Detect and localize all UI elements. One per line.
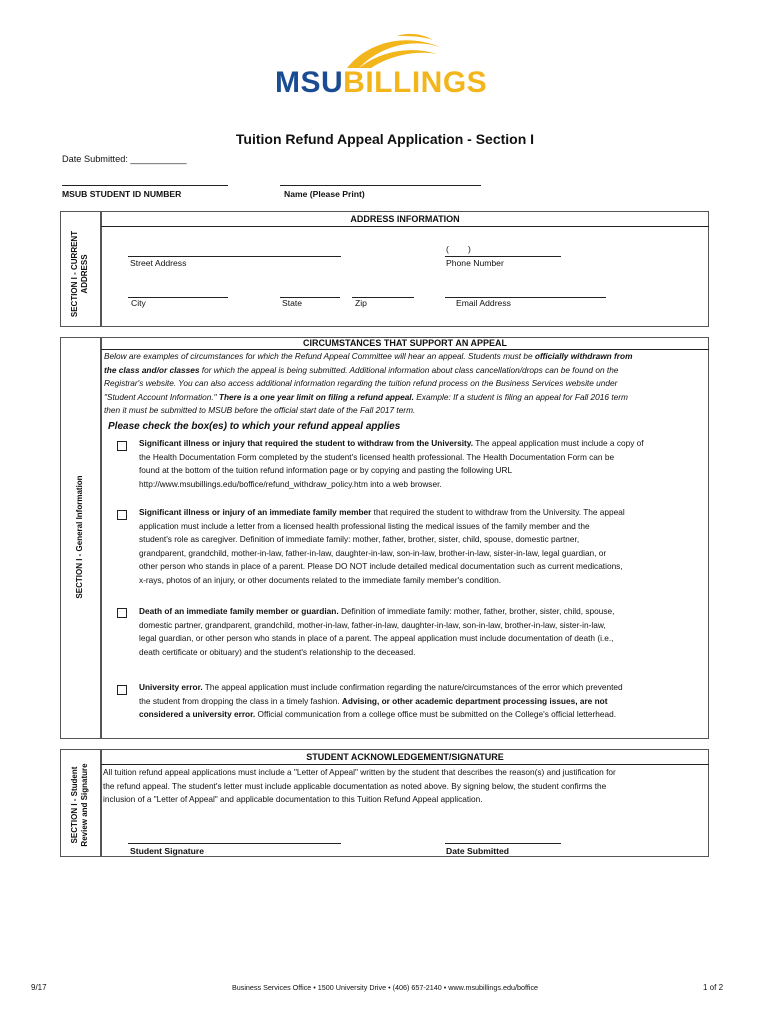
date-submitted-field[interactable]: Date Submitted: ___________ (62, 154, 187, 164)
name-label: Name (Please Print) (284, 189, 365, 199)
checkbox-illness-family[interactable] (117, 510, 127, 520)
item-university-error (139, 681, 704, 722)
item1-l1: The appeal application must include a copy of (473, 438, 644, 448)
intro-line-1: Below are examples of circumstances for which the Refund Appeal Committee will hear an appeal. Students must be (104, 351, 533, 361)
zip-label: Zip (355, 298, 367, 308)
logo-text (275, 66, 487, 100)
address-side-label (70, 224, 90, 324)
item2-bold: Significant illness or injury of an immediate family member (139, 507, 372, 517)
logo (275, 30, 495, 100)
student-id-line[interactable] (62, 185, 228, 186)
item2-l4: grandparent, grandchild, mother-in-law, father-in-law, daughter-in-law, son-in-law, brother-in-law, sister-in-law, legal guardian, or (139, 547, 607, 558)
city-label: City (131, 298, 146, 308)
street-line[interactable] (128, 256, 341, 257)
intro-line-2: for which the appeal is being submitted. Additional information about class cancellation/drops can be found on the (199, 364, 619, 375)
ack-l1: All tuition refund appeal applications must include a "Letter of Appeal" written by the student that describes the reason(s) and justification for (103, 767, 616, 777)
intro-line-2-bold: the class and/or classes (104, 364, 200, 375)
intro-paragraph (104, 350, 704, 418)
signature-label: Student Signature (130, 846, 205, 856)
intro-line-4-bold: There is a one year limit on filing a refund appeal. (218, 391, 414, 402)
item2-l5: other person who stands in place of a parent. Please DO NOT include detailed medical documentation such as current medications, (139, 561, 623, 572)
name-line[interactable] (280, 185, 481, 186)
item1-l2: the Health Documentation Form completed by the student's licensed health professional. The Health Documentation Form can be (139, 451, 615, 462)
item4-l3a: considered a university error. (139, 709, 256, 720)
item3-l1: Definition of immediate family: mother, father, brother, sister, child, spouse, (338, 606, 615, 616)
intro-line-1-bold: officially withdrawn from (534, 351, 633, 361)
state-label: State (282, 298, 303, 308)
ack-l3: inclusion of a "Letter of Appeal" and applicable documentation to this Tuition Refund Appeal application. (103, 794, 483, 805)
ack-side-label-1: SECTION I - Student (70, 766, 79, 844)
item4-l1: The appeal application must include confirmation regarding the nature/circumstances of the error which prevented (202, 682, 623, 692)
footer-date: 9/17 (31, 983, 47, 992)
item4-bold: University error. (139, 682, 203, 692)
page-title: Tuition Refund Appeal Application - Section I (235, 131, 535, 147)
address-side-label-1: SECTION I - CURRENT (70, 230, 79, 318)
item-illness-student (139, 437, 704, 491)
item-death (139, 605, 704, 659)
checkbox-university-error[interactable] (117, 685, 127, 695)
general-header: CIRCUMSTANCES THAT SUPPORT AN APPEAL (302, 338, 507, 348)
ack-side-label-2: Review and Signature (80, 763, 89, 847)
item2-l1: that required the student to withdraw from the University. The appeal (371, 507, 625, 517)
item3-bold: Death of an immediate family member or guardian. (139, 606, 339, 616)
signature-line[interactable] (128, 843, 341, 844)
student-id-label: MSUB STUDENT ID NUMBER (62, 189, 182, 199)
date-submitted-line[interactable] (445, 843, 561, 844)
date-submitted-label: Date Submitted (446, 846, 510, 856)
intro-line-5: then it must be submitted to MSUB before the official start date of the Fall 2017 term. (104, 405, 416, 416)
item4-l2b: Advising, or other academic department processing issues, are not (341, 695, 608, 706)
phone-paren: ( ) (446, 244, 471, 254)
intro-line-4a: "Student Account Information." (104, 391, 219, 402)
ack-side-label (70, 755, 90, 855)
item1-l3: found at the bottom of the tuition refund information page or by copying and pasting the following URL (139, 465, 513, 476)
item3-l3: legal guardian, or other person who stands in place of a parent. The appeal application must include documentation of death (i.e., (139, 633, 614, 644)
general-side-label: SECTION I - General Information (75, 475, 84, 599)
address-side-label-2: ADDRESS (80, 254, 89, 294)
intro-line-3: Registrar's website. You can also access additional information regarding the tuition refund process on the Business Services website under (104, 378, 618, 389)
item1-l4: http://www.msubillings.edu/boffice/refund_withdraw_policy.htm into a web browser. (139, 478, 442, 489)
address-section (101, 211, 709, 327)
ack-l2: the refund appeal. The student's letter must include applicable documentation as noted above. By signing below, the student confirms the (103, 780, 607, 791)
logo-billings: BILLINGS (343, 66, 488, 99)
footer-page: 1 of 2 (703, 983, 724, 992)
logo-msu: MSU (275, 66, 344, 99)
street-label: Street Address (130, 258, 187, 268)
item1-bold: Significant illness or injury that required the student to withdraw from the University. (139, 438, 474, 448)
item3-l2: domestic partner, grandparent, grandchild, mother-in-law, father-in-law, daughter-in-law, son-in-law, brother-in-law, sister-in-law, (139, 619, 606, 630)
item4-l2a: the student from dropping the class in a timely fashion. (139, 695, 342, 706)
phone-label: Phone Number (446, 258, 504, 268)
phone-line[interactable] (445, 256, 561, 257)
ack-paragraph (103, 766, 707, 807)
item2-l2: application must include a letter from a licensed health professional listing the medical issues of the family member and the (139, 520, 590, 531)
checkbox-death[interactable] (117, 608, 127, 618)
item2-l6: x-rays, photos of an injury, or other documents related to the immediate family member's condition. (139, 574, 502, 585)
item2-l3: student's role as caregiver. Definition of immediate family: mother, father, brother, sister, child, spouse, domestic partner, (139, 534, 580, 545)
ack-header: STUDENT ACKNOWLEDGEMENT/SIGNATURE (306, 752, 504, 762)
check-prompt: Please check the box(es) to which your refund appeal applies (108, 421, 401, 432)
footer-address: Business Services Office • 1500 University Drive • (406) 657-2140 • www.msubillings.edu/boffice (231, 983, 539, 992)
ack-header-rule (101, 764, 709, 765)
checkbox-illness-student[interactable] (117, 441, 127, 451)
address-header: ADDRESS INFORMATION (350, 214, 460, 224)
item-illness-family (139, 506, 704, 588)
intro-line-4c: Example: If a student is filing an appeal for Fall 2016 term (413, 391, 628, 402)
address-header-rule (101, 226, 709, 227)
email-label: Email Address (456, 298, 511, 308)
item4-l3b: Official communication from a college office must be submitted on the College's official letterhead. (255, 709, 617, 720)
item3-l4: death certificate or obituary) and the student's relationship to the deceased. (139, 646, 416, 657)
